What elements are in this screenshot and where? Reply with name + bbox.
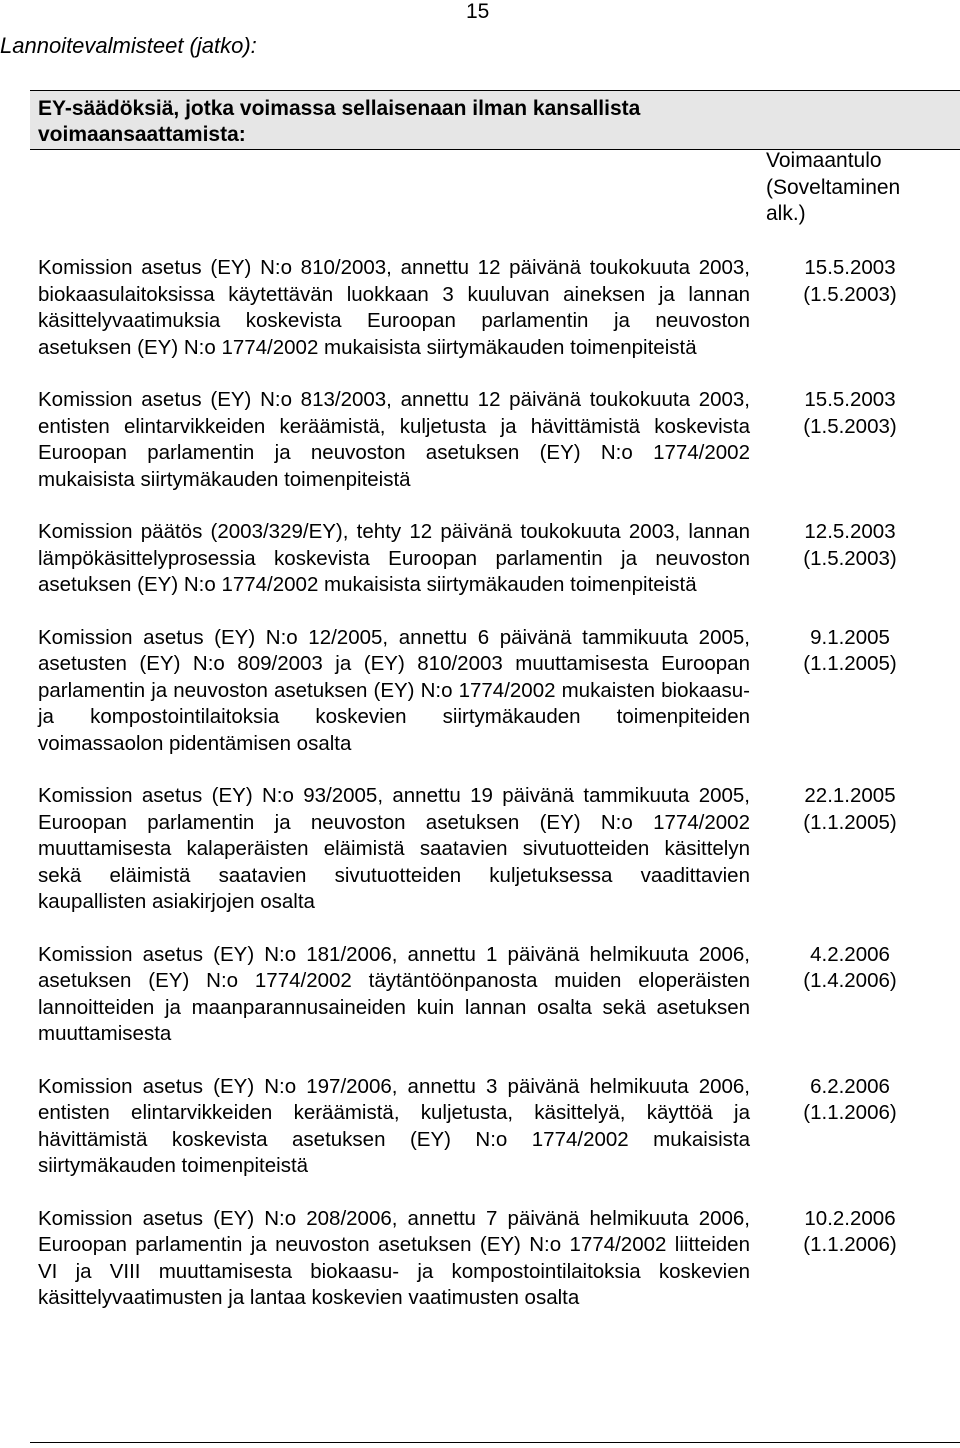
regulation-entry [38, 519, 958, 599]
entry-into-force-date: 10.2.2006 [804, 1206, 896, 1230]
column-header-line: Voimaantulo [766, 149, 882, 172]
regulation-entry [38, 387, 958, 493]
regulation-text: Komission asetus (EY) N:o 181/2006, annettu 1 päivänä helmikuuta 2006, asetuksen (EY) N:o 1774/2002 täytäntöönpanosta muiden eloperäisten lannoitteiden ja maanparannusaineiden kuin lannan osalta sekä asetuksen muuttamisesta [38, 942, 750, 1045]
bottom-rule [30, 1442, 960, 1443]
regulation-dates [780, 942, 920, 1048]
section-heading: Lannoitevalmisteet (jatko): [0, 33, 257, 58]
column-header-line: (Soveltaminen [766, 175, 901, 199]
page-number: 15 [466, 0, 490, 23]
regulation-text: Komission asetus (EY) N:o 197/2006, annettu 3 päivänä helmikuuta 2006, entisten elintarvikkeiden keräämistä, kuljetusta, käsittelyä, käyttöä ja hävittämistä koskevista asetuksen (EY) N:o 1774/2002 mukaisista siirtymäkauden toimenpiteistä [38, 1074, 750, 1177]
regulation-dates [780, 1206, 920, 1312]
regulation-text: Komission asetus (EY) N:o 208/2006, annettu 7 päivänä helmikuuta 2006, Euroopan parlamentin ja neuvoston asetuksen (EY) N:o 1774/2002 liitteiden VI ja VIII muuttamisesta biokaasu- ja kompostointilaitoksia koskevien käsittelyvaatimusten ja lantaa koskevien vaatimusten osalta [38, 1206, 750, 1309]
regulation-dates [780, 1074, 920, 1180]
regulation-entry [38, 255, 958, 361]
entry-into-force-date: 6.2.2006 [810, 1074, 890, 1098]
application-date: (1.1.2006) [803, 1101, 897, 1124]
entry-into-force-date: 12.5.2003 [804, 520, 896, 543]
application-date: (1.4.2006) [803, 969, 897, 992]
regulation-entry [38, 625, 958, 758]
regulation-entry [38, 942, 958, 1048]
column-header-line: alk.) [766, 202, 806, 225]
application-date: (1.1.2005) [803, 652, 897, 675]
column-header [766, 148, 956, 228]
regulation-text: Komission asetus (EY) N:o 93/2005, annettu 19 päivänä tammikuuta 2005, Euroopan parlamentin ja neuvoston asetuksen (EY) N:o 1774/2002 muuttamisesta kalaperäisten eläimistä saatavien sivutuotteiden käsittelyn sekä eläimistä saatavien sivutuotteiden kuljetuksessa vaadittavien kaupallisten asiakirjojen osalta [38, 784, 750, 913]
box-title: EY-säädöksiä, jotka voimassa sellaisenaan ilman kansallista voimaansaattamista: [38, 97, 641, 146]
entry-into-force-date: 9.1.2005 [810, 625, 890, 649]
regulation-dates [780, 387, 920, 493]
application-date: (1.5.2003) [803, 282, 897, 306]
regulation-text: Komission asetus (EY) N:o 12/2005, annettu 6 päivänä tammikuuta 2005, asetusten (EY) N:o 809/2003 ja (EY) 810/2003 muuttamisesta Euroopan parlamentin ja neuvoston asetuksen (EY) N:o 1774/2002 mukaisten biokaasu- ja kompostointilaitoksia koskevien siirtymäkauden toimenpiteiden voimassaolon pidentämisen osalta [38, 625, 750, 755]
regulation-text: Komission asetus (EY) N:o 813/2003, annettu 12 päivänä toukokuuta 2003, entisten elintarvikkeiden keräämistä, kuljetusta ja hävittämistä koskevista Euroopan parlamentin ja neuvoston asetuksen (EY) N:o 1774/2002 mukaisista siirtymäkauden toimenpiteistä [38, 388, 750, 491]
entry-into-force-date: 15.5.2003 [804, 388, 896, 411]
application-date: (1.1.2006) [803, 1233, 897, 1256]
regulation-entry [38, 1206, 958, 1312]
regulation-list [38, 255, 958, 1338]
regulation-dates [780, 783, 920, 916]
application-date: (1.5.2003) [803, 414, 897, 438]
regulation-text: Komission asetus (EY) N:o 810/2003, annettu 12 päivänä toukokuuta 2003, biokaasulaitoksissa käytettävän luokkaan 3 kuuluvan aineksen ja lannan käsittelyvaatimuksia koskevista Euroopan parlamentin ja neuvoston asetuksen (EY) N:o 1774/2002 mukaisista siirtymäkauden toimenpiteistä [38, 256, 750, 359]
regulation-dates [780, 255, 920, 361]
regulation-dates [780, 625, 920, 758]
entry-into-force-date: 4.2.2006 [810, 942, 890, 966]
entry-into-force-date: 15.5.2003 [804, 256, 896, 279]
entry-into-force-date: 22.1.2005 [804, 784, 896, 807]
application-date: (1.5.2003) [803, 546, 897, 570]
regulation-entry [38, 1074, 958, 1180]
application-date: (1.1.2005) [803, 810, 897, 834]
regulation-entry [38, 783, 958, 916]
regulation-dates [780, 519, 920, 599]
regulation-text: Komission päätös (2003/329/EY), tehty 12 päivänä toukokuuta 2003, lannan lämpökäsittelyprosessia koskevista Euroopan parlamentin ja neuvoston asetuksen (EY) N:o 1774/2002 mukaisista siirtymäkauden toimenpiteistä [38, 520, 750, 596]
